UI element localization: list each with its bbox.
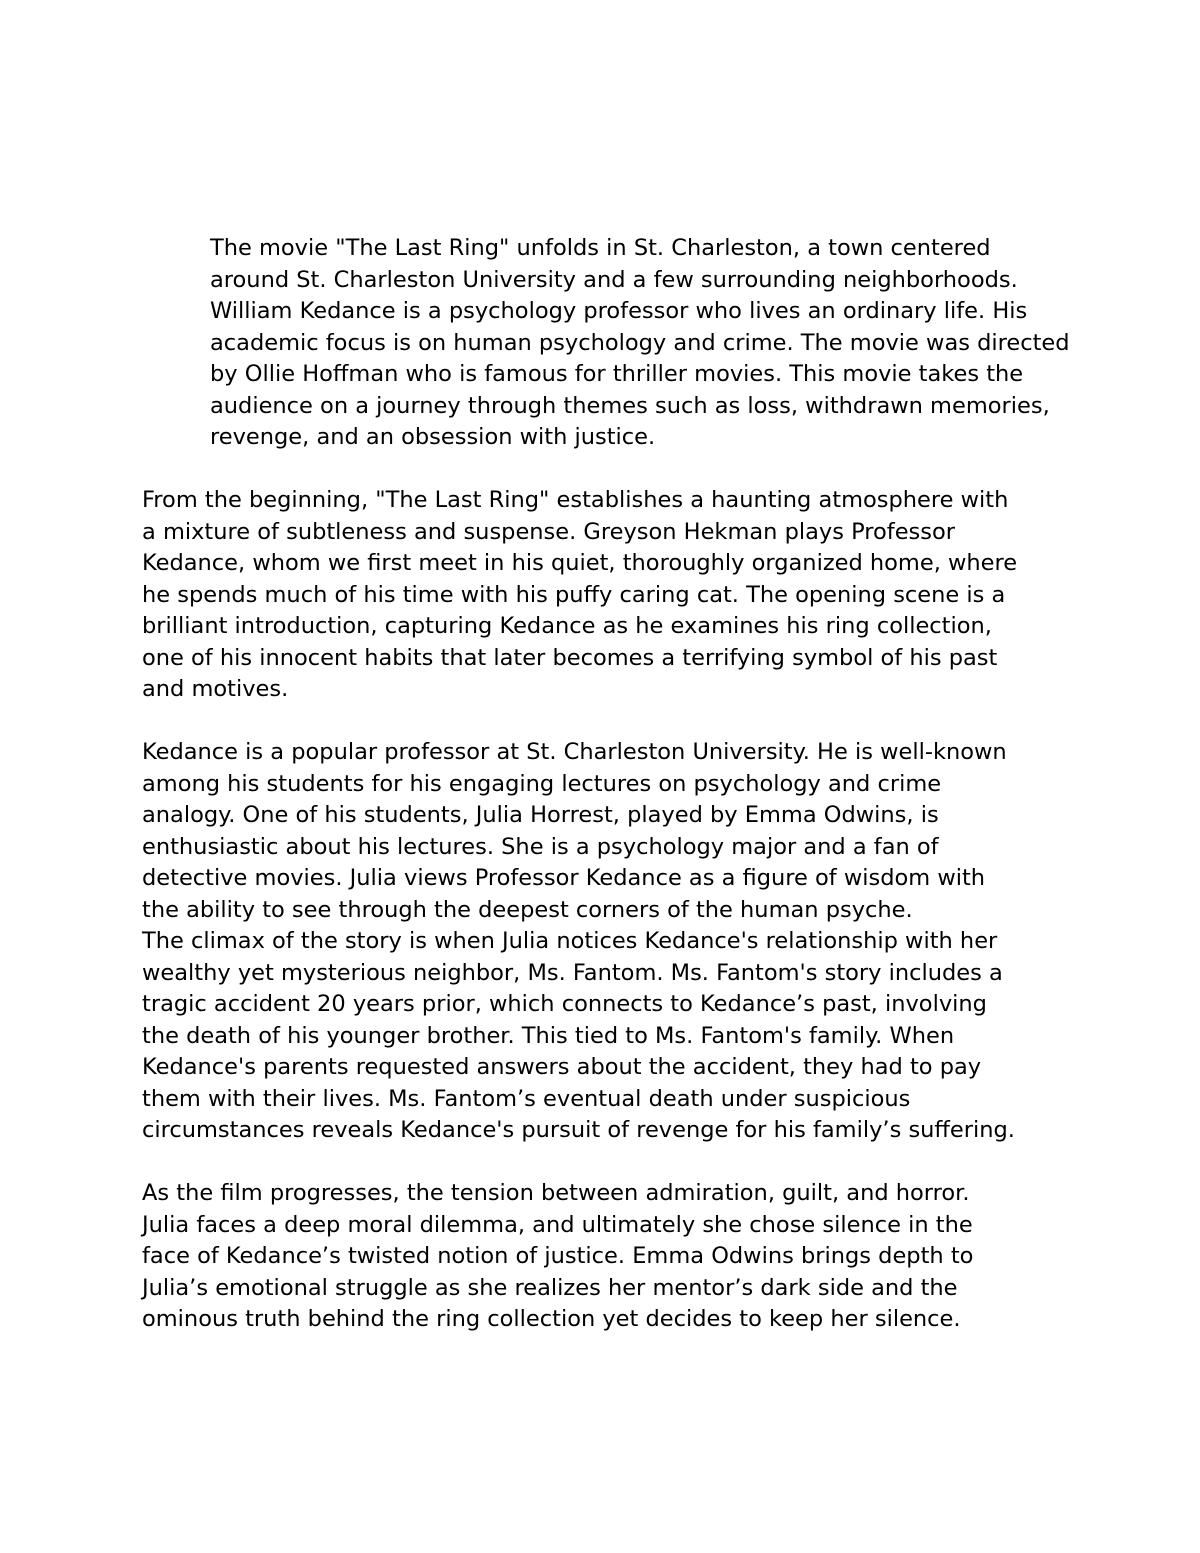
text-line: Kedance's parents requested answers about the accident, they had to pay	[142, 1054, 982, 1080]
text-line: ominous truth behind the ring collection yet decides to keep her silence.	[142, 1306, 961, 1332]
text-line: tragic accident 20 years prior, which connects to Kedance’s past, involving	[142, 991, 987, 1017]
paragraph-5	[142, 1178, 1072, 1336]
text-line: the death of his younger brother. This tied to Ms. Fantom's family. When	[142, 1022, 955, 1049]
text-line: William Kedance is a psychology professor who lives an ordinary life. His	[210, 298, 1028, 324]
text-line: around St. Charleston University and a few surrounding neighborhoods.	[210, 266, 1018, 293]
paragraph-2	[142, 485, 1072, 706]
text-line: revenge, and an obsession with justice.	[210, 424, 656, 450]
text-line: among his students for his engaging lectures on psychology and crime	[142, 770, 942, 797]
text-line: detective movies. Julia views Professor Kedance as a figure of wisdom with	[142, 865, 986, 891]
text-line: academic focus is on human psychology and crime. The movie was directed	[210, 329, 1070, 356]
text-line: and motives.	[142, 676, 289, 702]
text-line: face of Kedance’s twisted notion of justice. Emma Odwins brings depth to	[142, 1243, 974, 1269]
text-line: by Ollie Hoffman who is famous for thriller movies. This movie takes the	[210, 361, 1024, 387]
text-line: Kedance, whom we first meet in his quiet, thoroughly organized home, where	[142, 550, 1018, 576]
paragraph-1	[142, 233, 1072, 454]
text-line: audience on a journey through themes such as loss, withdrawn memories,	[210, 392, 1050, 419]
text-line: Kedance is a popular professor at St. Charleston University. He is well-known	[142, 739, 1007, 765]
text-line: the ability to see through the deepest corners of the human psyche.	[142, 896, 913, 923]
text-line: The climax of the story is when Julia notices Kedance's relationship with her	[142, 928, 998, 954]
paragraph-4	[142, 926, 1072, 1147]
text-line: The movie "The Last Ring" unfolds in St. Charleston, a town centered	[210, 235, 991, 261]
text-line: a mixture of subtleness and suspense. Greyson Hekman plays Professor	[142, 518, 956, 545]
text-line: Julia faces a deep moral dilemma, and ultimately she chose silence in the	[142, 1211, 973, 1238]
text-line: Julia’s emotional struggle as she realizes her mentor’s dark side and the	[142, 1274, 958, 1301]
text-line: analogy. One of his students, Julia Horrest, played by Emma Odwins, is	[142, 802, 939, 828]
text-line: one of his innocent habits that later becomes a terrifying symbol of his past	[142, 644, 998, 671]
text-line: As the film progresses, the tension between admiration, guilt, and horror.	[142, 1180, 970, 1206]
text-line: he spends much of his time with his puffy caring cat. The opening scene is a	[142, 581, 1006, 608]
text-line: enthusiastic about his lectures. She is a psychology major and a fan of	[142, 833, 939, 860]
text-line: them with their lives. Ms. Fantom’s eventual death under suspicious	[142, 1085, 911, 1112]
text-line: circumstances reveals Kedance's pursuit of revenge for his family’s suffering.	[142, 1117, 1015, 1143]
text-line: From the beginning, "The Last Ring" establishes a haunting atmosphere with	[142, 487, 1009, 513]
document-body	[142, 233, 1072, 1336]
text-line: brilliant introduction, capturing Kedance as he examines his ring collection,	[142, 613, 992, 639]
paragraph-3	[142, 737, 1072, 926]
text-line: wealthy yet mysterious neighbor, Ms. Fantom. Ms. Fantom's story includes a	[142, 959, 1003, 986]
